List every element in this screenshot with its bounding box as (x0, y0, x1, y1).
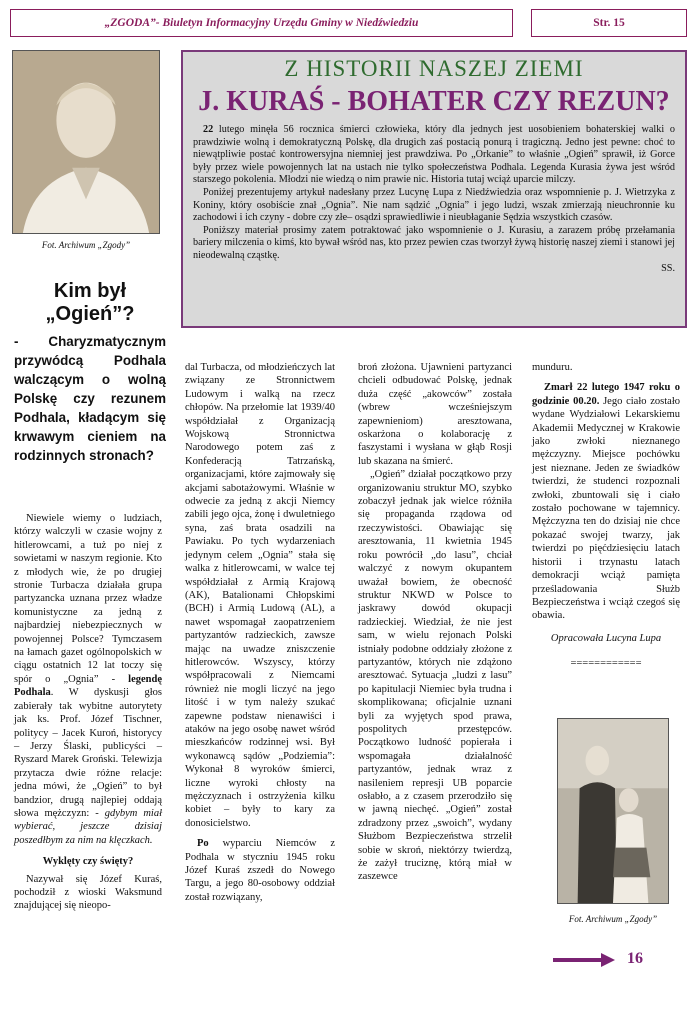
intro-paragraph-1: lutego minęła 56 rocznica śmierci człowieka, który dla jednych jest uosobieniem bohaterskiej walki o prawdziwie wolną i demokratyczną Polskę, dla drugich zaś postacią ponurą i tragiczną. Jedno jest pewne: choć to niewątpliwie postać kontrowersyjna niemniej jest prawdziwa. Po „Orkanie” to właśnie „Ogień” sprawił, iż Gorce były przez wiele powojennych lat na ustach nie tylko społeczeństwa Podhala. Legenda Kurasia żywa jest wśród starszego pokolenia. Młodzi nie wiedzą o nim prawie nic. Historia tutaj wciąż uparcie milczy. (193, 124, 675, 186)
column-2 (185, 361, 335, 904)
photo-caption-top: Fot. Archiwum „Zgody” (41, 240, 131, 250)
portrait-illustration (13, 51, 159, 233)
masthead (10, 9, 513, 37)
separator: ============ (570, 658, 642, 670)
col1-text-c: . W dyskusji głos zabierały tak wybitne autorytety jak ks. Prof. Józef Tischner, politycy – Jacek Kuroń, historycy – Jerzy Ślaski, publicyści – Ryszard Marek Groński. Telewizja przytacza dwie różne relacje: jedna mówi, że „Ogień” to był bandzior, drugą najlepiej oddają słowa mężczyzn: - (14, 687, 162, 819)
photo-caption-bottom: Fot. Archiwum „Zgody” (568, 914, 658, 924)
page-label (531, 9, 687, 37)
intro-text (183, 124, 685, 275)
masthead-subtitle: - Biuletyn Informacyjny Urzędu Gminy w Niedźwiedziu (155, 17, 419, 29)
couple-photo (557, 718, 669, 904)
col1-paragraph-1 (14, 512, 162, 847)
col4-text: Jego ciało zostało wydane Wydziałowi Lekarskiemu Akademii Medycznej w Krakowie jako zwłoki nieznanego mężczyzny. Miejsce pochówku jest nieznane. Jeden ze świadków twierdzi, że studenci rozpoznali zwłoki, zbuntowali się i ciało zostało pochowane w tajemnicy. Mężczyzna ten do dzisiaj nie chce pokazać swojej twarzy, jak twierdzi po pięćdziesięciu latach historii i trzynastu latach demokracji wciąż pamięta prześladowania Służb Bezpieczeństwa i wciąż czegoś się obawia. (532, 395, 680, 622)
col3-paragraph-2: „Ogień” działał początkowo przy organizowaniu struktur MO, szybko zobaczył jednak jak wielce różniła się propaganda rządowa od rzeczywistości. Obawiając się aresztowania, 11 kwietnia 1945 roku powrócił „do lasu”, chciał walczyć z nowym okupantem uważał bowiem, że obecność struktur NKWD w Polsce to jaskrawy dowód okupacji radzieckiej. Wiedział, że nie jest sam, w wielu rejonach Polski istniały podobne oddziały złożone z partyzantów, których nie zdążono aresztować. Sytuacja „ludzi z lasu” po kapitulacji Niemiec była trudna i skomplikowana; oficjalnie uznani byli za wyjętych spod prawa, pospolitych przestępców. Początkowo ludność popierała i wspomagała działalność partyzantów, jednak wraz z nasileniem represji UB poparcie osłabło, a z czasem przerodziło się w jawną niechęć. „Ogień” został zdradzony przez „swoich”, wydany Służbom Bezpieczeństwa strzelił sobie w skroń, niektórzy twierdzą, że zażył truciznę, którą miał w zaszewce (358, 469, 512, 883)
article-title: J. KURAŚ - BOHATER CZY REZUN? (198, 86, 670, 117)
next-page-arrow-icon (553, 953, 615, 967)
column-3 (358, 361, 512, 884)
question-line-2: „Ogień”? (45, 303, 135, 325)
lead-paragraph: - Charyzmatycznym przywódcą Podhala walczącym o wolną Polskę czy rezunem Podhala, kładącym się krwawym cieniem na rodzinnych stronach? (14, 334, 166, 463)
author-credit: Opracowała Lucyna Lupa (550, 632, 662, 644)
col3-paragraph-1: broń złożona. Ujawnieni partyzanci chcieli odbudować Polskę, jednak duża część „akowców” została (wbrew wcześniejszym zapewnieniom) aresztowana, oskarżona o kolaborację z faszystami i wysłana w głąb Rosji lub skazana na śmierć. (358, 362, 512, 467)
col4-paragraph-1 (532, 381, 680, 622)
intro-paragraph (193, 124, 675, 187)
col1-text-a: Niewiele wiemy o ludziach, którzy walczyli w czasie wojny z hitlerowcami, a tuż po niej z sowietami w naszym regionie. Kto z młodych wie, że po drugiej stronie Turbacza działała grupa partyzancka uznana przez władze komunistyczne za jedną z najbardziej niebezpiecznych w powojennej Polsce? Tymczasem na łamach gazet ogólnopolskich w ciągu ostatnich 12 lat toczy się spór o „Ognia” - (14, 513, 162, 685)
question-line-1: Kim był (53, 280, 127, 302)
masthead-title: „ZGODA” (104, 17, 156, 29)
page-number-label: Str. 15 (593, 17, 625, 29)
couple-illustration (558, 719, 668, 903)
history-title-box (181, 50, 687, 328)
col2-paragraph-2 (185, 837, 335, 904)
intro-signature: SS. (661, 262, 675, 274)
next-page-number: 16 (627, 950, 643, 967)
column-4 (532, 361, 680, 671)
col4-death-date: Zmarł 22 lutego 1947 roku o godzinie 00.20. (532, 382, 680, 407)
intro-lead-number: 22 (203, 124, 214, 135)
col1-subheading: Wyklęty czy święty? (42, 856, 134, 868)
col2-text: wyparciu Niemców z Podhala w styczniu 1945 roku Józef Kuraś zszedł do Nowego Targu, a jego 80-osobowy oddział został rozwiązany, (185, 838, 335, 903)
col2-lead-word: Po (197, 838, 209, 850)
col2-paragraph-1: dal Turbacza, od młodzieńczych lat związany ze Stronnictwem Ludowym i walką na rzecz chłopów. Na przełomie lat 1939/40 współdziałał z Organizacją Wojskową Stronnictwa Narodowego potem zaś z Konfederacją Tatrzańską, organizacjami, które zajmowały się akcjami sabotażowymi. Właśnie w odwecie za jedną z akcji Niemcy zabili jego ojca, żonę i dwuletniego syna, zaś brata osadzili na Pawiaku. Po tych wydarzeniach jedynym celem „Ognia” stała się walka z hitlerowcami, w walce tej współdziałał z Armią Krajową (AK), Batalionami Chłopskimi (BCH) i Armią Ludową (AL), a nawet wspomagał zaopatrzeniem partyzantów radzieckich, zawsze mając na uwadze zniszczenie hitlerowców. Wszyscy, którzy współpracowali z Niemcami również nie mogli liczyć na jego litość i w tym należy szukać zapewne podstaw nienawiści i ataków na jego osobę nawet wśród mieszkańców rodzinnej wsi. Był wykonawcą sądów „Podziemia”: Wykonał 8 wyroków śmierci, liczne wyroki chłosty na mężczyznach i ostrzyżenia kilku kobiet – były to kary za donosicielstwo. (185, 362, 335, 829)
question-heading (14, 280, 166, 326)
intro-paragraph-2: Poniżej prezentujemy artykuł nadesłany przez Lucynę Lupa z Niedźwiedzia oraz wspomnienie p. J. Wietrzyka z Koniny, który osobiście znał „Ognia”. Nie nam sądzić „Ognia” i jego ludzi, wszak zmierzają nieuchronnie ku zachodowi i ich czyny - dobre czy złe– osądzi sprawiedliwie i nieubłaganie Sędzia wszystkich czasów. (193, 186, 675, 224)
intro-paragraph-3: Poniższy materiał prosimy zatem potraktować jako wspomnienie o J. Kurasiu, a zarazem próbę przełamania bariery milczenia o kimś, kto bywał wśród nas, kto przez pewien czas tworzył żywą historię naszej ziemi i stanowi jej nieodewalną cząstkę. (193, 224, 675, 261)
col1-paragraph-2: Nazywał się Józef Kuraś, pochodził z wioski Waksmund znajdującej się nieopo- (14, 873, 162, 912)
portrait-photo (12, 50, 160, 234)
col4-continuation: munduru. (532, 362, 573, 373)
column-1 (14, 512, 162, 913)
col1-bold-legend: legendę Podhala (14, 673, 162, 699)
section-heading: Z HISTORII NASZEJ ZIEMI (284, 56, 584, 81)
col1-quote: gdybym miał wybierać, jeszcze dzisiaj poszedłbym za nim na klęczkach. (14, 807, 162, 846)
